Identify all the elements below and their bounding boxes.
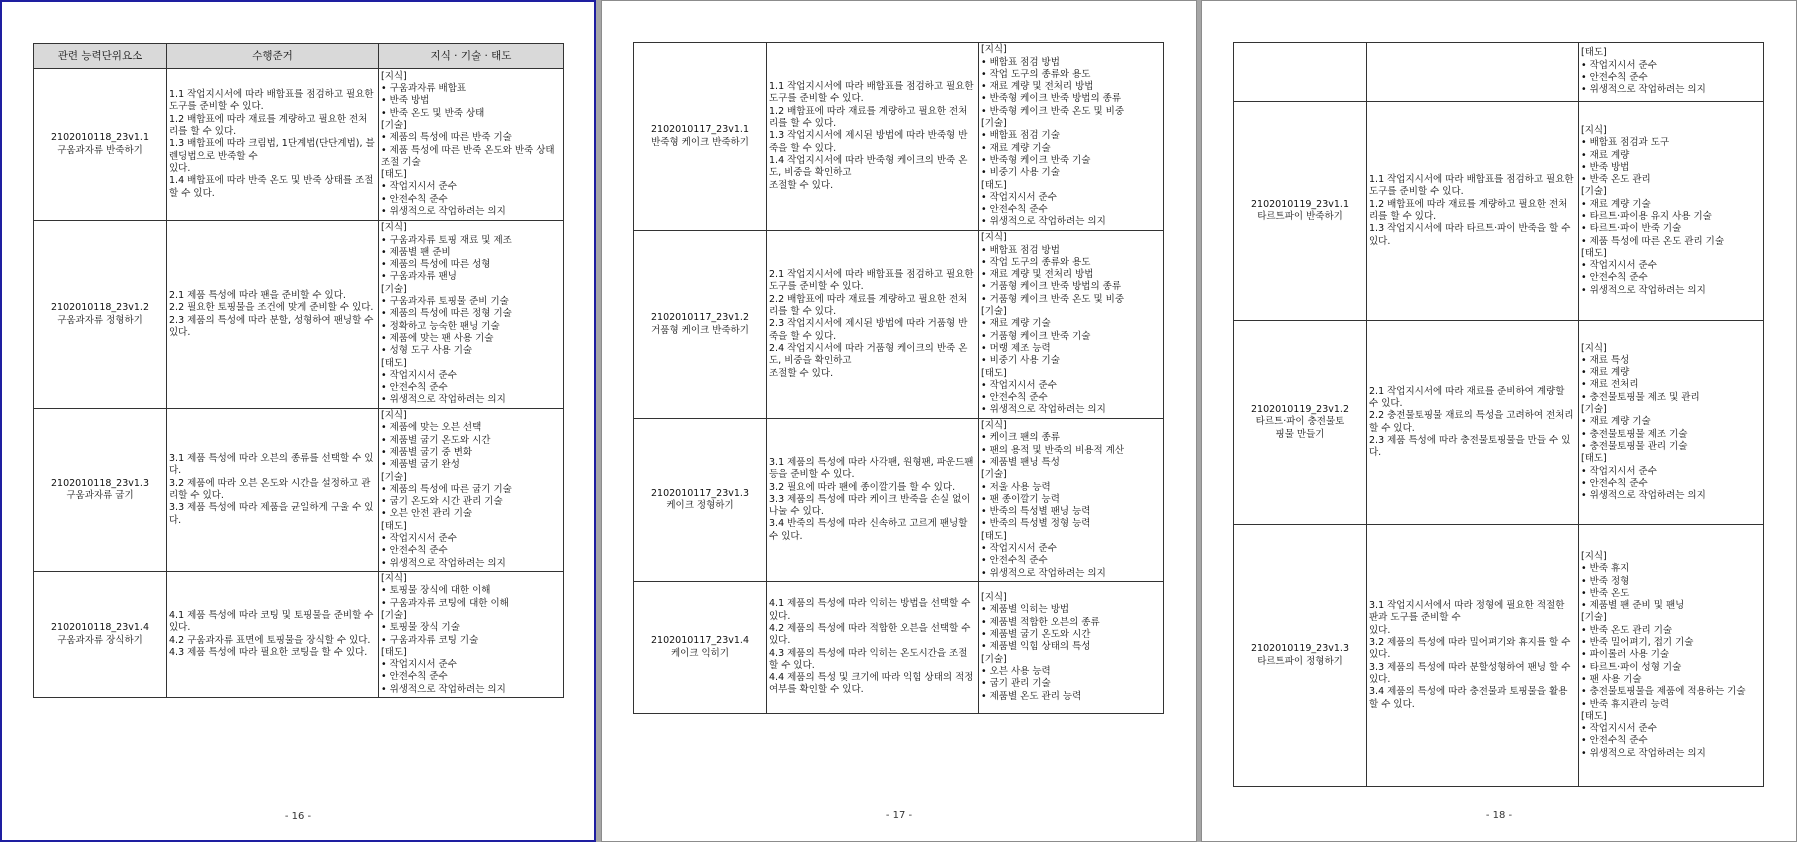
header-ksa: 지식 · 기술 · 태도	[379, 44, 564, 69]
ksa-line: [태도]	[981, 367, 1007, 379]
ksa-line: • 제품의 특성에 따른 정형 기술	[381, 308, 512, 320]
ksa-line: • 제품별 온도 관리 능력	[981, 690, 1082, 702]
ksa-line: • 구움과자류 토핑 재료 및 제조	[381, 234, 512, 246]
ksa-cell	[1579, 525, 1764, 787]
competency-unit-cell: 2102010118_23v1.1 구움과자류 반죽하기	[34, 69, 167, 221]
ksa-line: [태도]	[1581, 453, 1607, 465]
ksa-line: • 타르트·파이 반죽 기술	[1581, 223, 1682, 235]
ksa-line: • 작업지시서 준수	[381, 533, 457, 545]
ksa-line: • 반죽형 케이크 반죽 방법의 종류	[981, 93, 1122, 105]
ksa-line: [기술]	[1581, 612, 1607, 624]
competency-unit-cell: 2102010117_23v1.2 거품형 케이크 반죽하기	[634, 231, 767, 419]
performance-criteria-cell: 1.1 작업지시서에 따라 배합표를 점검하고 필요한 도구를 준비할 수 있다. 1.2 배합표에 따라 재료를 계량하고 필요한 전처리를 할 수 있다. 1.3 작업지시서에 따라 타르트·파이 반죽을 할 수 있다.	[1367, 102, 1579, 321]
table-row	[34, 221, 564, 409]
ksa-line: • 정확하고 능숙한 팬닝 기술	[381, 320, 500, 332]
ksa-line: • 오븐 안전 관리 기술	[381, 508, 473, 520]
ksa-line: • 반죽 밀어펴기, 접기 기술	[1581, 637, 1694, 649]
ksa-line: • 구움과자류 팬닝	[381, 271, 457, 283]
competency-table	[1233, 42, 1764, 787]
ksa-line: [태도]	[981, 179, 1007, 191]
ksa-line: [기술]	[381, 471, 407, 483]
ksa-line: • 거품형 케이크 반죽 방법의 종류	[981, 281, 1122, 293]
ksa-line: • 파이롤러 사용 기술	[1581, 649, 1670, 661]
ksa-line: • 거품형 케이크 반죽 기술	[981, 330, 1091, 342]
competency-unit-cell: 2102010117_23v1.3 케이크 정형하기	[634, 419, 767, 582]
ksa-line: [태도]	[381, 520, 407, 532]
ksa-line: [지식]	[1581, 342, 1607, 354]
ksa-line: • 작업지시서 준수	[1581, 260, 1657, 272]
ksa-line: • 재료 전처리	[1581, 379, 1639, 391]
ksa-cell	[979, 419, 1164, 582]
table-row	[34, 409, 564, 572]
ksa-line: • 거품형 케이크 반죽 온도 및 비중	[981, 293, 1125, 305]
ksa-line: • 제품의 특성에 따른 반죽 기술	[381, 132, 512, 144]
ksa-line: • 안전수칙 준수	[381, 193, 448, 205]
ksa-cell	[979, 231, 1164, 419]
performance-criteria-cell: 2.1 작업지시서에 따라 재료를 준비하여 계량할 수 있다. 2.2 충전물토핑물 재료의 특성을 고려하여 전처리할 수 있다. 2.3 제품 특성에 따라 충전물토핑물을 만들 수 있다.	[1367, 321, 1579, 525]
performance-criteria-cell: 2.1 작업지시서에 따라 배합표를 점검하고 필요한 도구를 준비할 수 있다. 2.2 배합표에 따라 재료를 계량하고 필요한 전처리를 할 수 있다. 2.3 작업지시서에 제시된 방법에 따라 거품형 반죽을 할 수 있다. 2.4 작업지시서에 따라 거품형 케이크의 반죽 온도, 비중을 확인하고 조절할 수 있다.	[767, 231, 979, 419]
competency-unit-cell: 2102010118_23v1.3 구움과자류 굽기	[34, 409, 167, 572]
ksa-line: • 반죽형 케이크 반죽 온도 및 비중	[981, 105, 1125, 117]
ksa-line: • 제품별 굽기 중 변화	[381, 446, 473, 458]
ksa-line: • 구움과자류 코팅 기술	[381, 634, 479, 646]
ksa-line: [기술]	[381, 119, 407, 131]
table-header-row	[34, 44, 564, 69]
ksa-line: • 안전수칙 준수	[381, 545, 448, 557]
ksa-line: • 제품 특성에 따른 온도 관리 기술	[1581, 235, 1725, 247]
ksa-line: • 충전물토핑물을 제품에 적용하는 기술	[1581, 686, 1746, 698]
ksa-line: • 위생적으로 작업하려는 의지	[1581, 84, 1706, 96]
ksa-line: [지식]	[1581, 550, 1607, 562]
ksa-line: [지식]	[381, 410, 407, 422]
page-18	[1201, 0, 1797, 842]
ksa-line: [태도]	[1581, 247, 1607, 259]
ksa-line: • 반죽의 특성별 팬닝 능력	[981, 506, 1091, 518]
ksa-line: • 안전수칙 준수	[1581, 72, 1648, 83]
ksa-line: • 반죽 온도 관리 기술	[1581, 624, 1673, 636]
page-number: - 16 -	[284, 811, 312, 822]
ksa-line: [기술]	[981, 653, 1007, 665]
ksa-line: • 반죽 온도	[1581, 587, 1630, 599]
ksa-line: [기술]	[1581, 186, 1607, 198]
ksa-line: • 작업지시서 준수	[981, 543, 1057, 555]
ksa-line: • 위생적으로 작업하려는 의지	[381, 205, 506, 217]
ksa-line: • 제품별 팬닝 특성	[981, 456, 1060, 468]
ksa-line: • 토핑물 장식에 대한 이해	[381, 585, 491, 597]
ksa-line: • 굽기 온도와 시간 관리 기술	[381, 496, 503, 508]
performance-criteria-cell: 4.1 제품의 특성에 따라 익히는 방법을 선택할 수 있다. 4.2 제품의 특성에 따라 적합한 오븐을 선택할 수 있다. 4.3 제품의 특성에 따라 익히는 온도시간을 조절할 수 있다. 4.4 제품의 특성 및 크기에 따라 익힘 상태의 적정 여부를 확인할 수 있다.	[767, 582, 979, 714]
ksa-line: [지식]	[981, 420, 1007, 432]
ksa-line: • 안전수칙 준수	[981, 204, 1048, 216]
ksa-line: • 재료 계량 기술	[1581, 416, 1651, 428]
header-unit: 관련 능력단위요소	[34, 44, 167, 69]
ksa-line: [태도]	[1581, 710, 1607, 722]
ksa-line: • 위생적으로 작업하려는 의지	[381, 394, 506, 406]
ksa-line: • 반죽형 케이크 반죽 기술	[981, 154, 1091, 166]
ksa-line: [지식]	[1581, 124, 1607, 136]
ksa-line: • 배합표 점검과 도구	[1581, 137, 1670, 149]
ksa-line: • 구움과자류 코팅에 대한 이해	[381, 597, 509, 609]
ksa-line: [기술]	[981, 306, 1007, 318]
ksa-cell	[379, 572, 564, 698]
ksa-line: • 반죽 정형	[1581, 575, 1630, 587]
ksa-cell	[379, 409, 564, 572]
competency-unit-cell: 2102010118_23v1.2 구움과자류 정형하기	[34, 221, 167, 409]
ksa-line: • 작업 도구의 종류와 용도	[981, 68, 1091, 80]
ksa-line: • 작업지시서 준수	[381, 659, 457, 671]
ksa-line: • 재료 계량	[1581, 149, 1630, 161]
ksa-line: • 작업지시서 준수	[1581, 465, 1657, 477]
ksa-line: • 안전수칙 준수	[1581, 735, 1648, 747]
ksa-line: • 위생적으로 작업하려는 의지	[981, 404, 1106, 416]
ksa-line: • 안전수칙 준수	[1581, 477, 1648, 489]
ksa-line: • 재료 계량 기술	[1581, 198, 1651, 210]
ksa-line: • 배합표 점검 방법	[981, 56, 1060, 68]
ksa-line: • 제품별 적합한 오븐의 종류	[981, 616, 1100, 628]
ksa-line: • 제품별 굽기 온도와 시간	[981, 629, 1091, 641]
table-row	[1234, 43, 1764, 102]
ksa-line: • 안전수칙 준수	[381, 671, 448, 683]
ksa-line: • 작업지시서 준수	[1581, 59, 1657, 71]
ksa-line: • 위생적으로 작업하려는 의지	[1581, 284, 1706, 296]
table-row	[34, 69, 564, 221]
competency-unit-cell: 2102010119_23v1.1 타르트파이 반죽하기	[1234, 102, 1367, 321]
ksa-line: • 반죽 온도 및 반죽 상태	[381, 107, 485, 119]
header-criteria: 수행준거	[167, 44, 379, 69]
ksa-line: [지식]	[381, 573, 407, 585]
ksa-line: • 재료 계량	[1581, 367, 1630, 379]
ksa-line: [태도]	[381, 646, 407, 658]
ksa-line: • 팬의 용적 및 반죽의 비용적 계산	[981, 444, 1125, 456]
ksa-line: • 제품별 굽기 완성	[381, 459, 460, 471]
ksa-line: [기술]	[981, 469, 1007, 481]
ksa-line: • 위생적으로 작업하려는 의지	[381, 557, 506, 569]
ksa-line: • 팬 사용 기술	[1581, 673, 1642, 685]
ksa-cell	[1579, 102, 1764, 321]
ksa-line: [태도]	[1581, 47, 1607, 59]
ksa-line: • 재료 계량 및 전처리 방법	[981, 81, 1094, 93]
ksa-line: • 작업지시서 준수	[381, 369, 457, 381]
table-row	[34, 572, 564, 698]
ksa-line: • 작업지시서 준수	[981, 191, 1057, 203]
ksa-cell	[1579, 43, 1764, 102]
page-number: - 18 -	[1485, 810, 1513, 821]
ksa-line: • 성형 도구 사용 기술	[381, 345, 473, 357]
ksa-line: • 굽기 관리 기술	[981, 678, 1051, 690]
ksa-line: • 위생적으로 작업하려는 의지	[981, 216, 1106, 228]
ksa-line: • 반죽 방법	[1581, 161, 1630, 173]
ksa-line: [지식]	[981, 44, 1007, 56]
table-row	[1234, 321, 1764, 525]
performance-criteria-cell	[1367, 43, 1579, 102]
competency-unit-cell: 2102010118_23v1.4 구움과자류 장식하기	[34, 572, 167, 698]
ksa-line: • 구움과자류 토핑물 준비 기술	[381, 296, 509, 308]
ksa-line: • 비중기 사용 기술	[981, 355, 1060, 367]
ksa-line: • 타르트·파이 성형 기술	[1581, 661, 1682, 673]
ksa-line: [태도]	[381, 357, 407, 369]
ksa-line: • 반죽 휴지관리 능력	[1581, 698, 1670, 710]
ksa-cell	[979, 582, 1164, 714]
ksa-cell	[1579, 321, 1764, 525]
ksa-line: [지식]	[381, 222, 407, 234]
ksa-line: • 제품에 맞는 팬 사용 기술	[381, 332, 494, 344]
competency-unit-cell: 2102010117_23v1.4 케이크 익히기	[634, 582, 767, 714]
ksa-line: [태도]	[381, 169, 407, 181]
ksa-line: • 케이크 팬의 종류	[981, 432, 1060, 444]
ksa-line: • 반죽 방법	[381, 95, 430, 107]
competency-table	[33, 43, 564, 698]
table-row	[634, 419, 1164, 582]
competency-unit-cell: 2102010117_23v1.1 반죽형 케이크 반죽하기	[634, 43, 767, 231]
ksa-line: [기술]	[981, 118, 1007, 130]
table-row	[1234, 525, 1764, 787]
competency-unit-cell: 2102010119_23v1.2 타르트·파이 충전물토 핑물 만들기	[1234, 321, 1367, 525]
ksa-line: • 작업 도구의 종류와 용도	[981, 256, 1091, 268]
ksa-line: [태도]	[981, 530, 1007, 542]
ksa-line: • 충전물토핑물 제조 및 관리	[1581, 391, 1700, 403]
ksa-line: • 충전물토핑물 관리 기술	[1581, 440, 1688, 452]
ksa-line: • 제품의 특성에 따른 굽기 기술	[381, 483, 512, 495]
performance-criteria-cell: 3.1 작업지시서에서 따라 정형에 필요한 적절한 판과 도구를 준비할 수 있다. 3.2 제품의 특성에 따라 밀어펴기와 휴지를 할 수 있다. 3.3 제품의 특성에 따라 분할성형하여 팬닝 할 수 있다. 3.4 제품의 특성에 따라 충전물과 토핑물을 활용할 수 있다.	[1367, 525, 1579, 787]
ksa-line: [기술]	[381, 283, 407, 295]
ksa-line: • 제품별 익히는 방법	[981, 604, 1070, 616]
ksa-line: • 제품별 팬 준비	[381, 246, 451, 258]
ksa-line: • 머랭 제조 능력	[981, 342, 1051, 354]
ksa-line: • 제품의 특성에 따른 성형	[381, 259, 491, 271]
ksa-line: • 비중기 사용 기술	[981, 167, 1060, 179]
ksa-line: • 구움과자류 배합표	[381, 83, 467, 95]
ksa-line: • 재료 계량 기술	[981, 142, 1051, 154]
page-16	[0, 0, 596, 842]
competency-table	[633, 42, 1164, 714]
ksa-line: • 재료 계량 기술	[981, 318, 1051, 330]
ksa-cell	[379, 221, 564, 409]
ksa-line: • 작업지시서 준수	[381, 181, 457, 193]
ksa-line: • 제품 특성에 따른 반죽 온도와 반죽 상태 조절 기술	[381, 144, 555, 168]
ksa-line: • 안전수칙 준수	[981, 392, 1048, 404]
ksa-line: • 안전수칙 준수	[381, 382, 448, 394]
ksa-line: • 반죽 휴지	[1581, 563, 1630, 575]
ksa-line: • 오븐 사용 능력	[981, 665, 1051, 677]
ksa-line: • 재료 특성	[1581, 354, 1630, 366]
ksa-line: • 제품에 맞는 오븐 선택	[381, 422, 482, 434]
ksa-line: [기술]	[381, 609, 407, 621]
ksa-line: • 제품별 익힘 상태의 특성	[981, 641, 1091, 653]
performance-criteria-cell: 3.1 제품 특성에 따라 오븐의 종류를 선택할 수 있다. 3.2 제품에 따라 오븐 온도와 시간을 설정하고 관리할 수 있다. 3.3 제품 특성에 따라 제품을 균일하게 구울 수 있다.	[167, 409, 379, 572]
competency-unit-cell	[1234, 43, 1367, 102]
ksa-line: • 위생적으로 작업하려는 의지	[1581, 747, 1706, 759]
ksa-line: • 위생적으로 작업하려는 의지	[1581, 490, 1706, 502]
ksa-line: • 배합표 점검 방법	[981, 244, 1060, 256]
ksa-line: • 배합표 점검 기술	[981, 130, 1060, 142]
table-row	[634, 582, 1164, 714]
ksa-line: • 재료 계량 및 전처리 방법	[981, 269, 1094, 281]
page-17	[601, 0, 1197, 842]
ksa-line: [지식]	[981, 232, 1007, 244]
table-row	[634, 231, 1164, 419]
ksa-line: • 작업지시서 준수	[981, 379, 1057, 391]
ksa-line: • 작업지시서 준수	[1581, 723, 1657, 735]
ksa-line: [기술]	[1581, 404, 1607, 416]
ksa-line: • 타르트·파이용 유지 사용 기술	[1581, 211, 1712, 222]
ksa-line: • 위생적으로 작업하려는 의지	[981, 567, 1106, 579]
performance-criteria-cell: 1.1 작업지시서에 따라 배합표를 점검하고 필요한 도구를 준비할 수 있다. 1.2 배합표에 따라 재료를 계량하고 필요한 전처리를 할 수 있다. 1.3 작업지시서에 제시된 방법에 따라 반죽형 반죽을 할 수 있다. 1.4 작업지시서에 따라 반죽형 케이크의 반죽 온도, 비중을 확인하고 조절할 수 있다.	[767, 43, 979, 231]
ksa-line: [지식]	[381, 70, 407, 82]
ksa-line: • 저울 사용 능력	[981, 481, 1051, 493]
ksa-line: • 토핑물 장식 기술	[381, 622, 460, 634]
ksa-line: • 안전수칙 준수	[981, 555, 1048, 567]
ksa-line: [지식]	[981, 592, 1007, 604]
performance-criteria-cell: 4.1 제품 특성에 따라 코팅 및 토핑물을 준비할 수 있다. 4.2 구움과자류 표면에 토핑물을 장식할 수 있다. 4.3 제품 특성에 따라 필요한 코팅을 할 수 있다.	[167, 572, 379, 698]
ksa-line: • 제품별 팬 준비 및 팬닝	[1581, 600, 1685, 612]
performance-criteria-cell: 2.1 제품 특성에 따라 팬을 준비할 수 있다. 2.2 필요한 토핑물을 조건에 맞게 준비할 수 있다. 2.3 제품의 특성에 따라 분할, 성형하여 팬닝할 수 있다.	[167, 221, 379, 409]
performance-criteria-cell: 3.1 제품의 특성에 따라 사각팬, 원형팬, 파운드팬 등을 준비할 수 있다. 3.2 필요에 따라 팬에 종이깔기를 할 수 있다. 3.3 제품의 특성에 따라 케이크 반죽을 손실 없이 나눌 수 있다. 3.4 반죽의 특성에 따라 신속하고 고르게 팬닝할 수 있다.	[767, 419, 979, 582]
ksa-cell	[379, 69, 564, 221]
performance-criteria-cell: 1.1 작업지시서에 따라 배합표를 점검하고 필요한 도구를 준비할 수 있다. 1.2 배합표에 따라 재료를 계량하고 필요한 전처리를 할 수 있다. 1.3 배합표에 따라 크림법, 1단계법(단단계법), 블렌딩법으로 반죽할 수 있다. 1.4 배합표에 따라 반죽 온도 및 반죽 상태를 조절할 수 있다.	[167, 69, 379, 221]
ksa-cell	[979, 43, 1164, 231]
ksa-line: • 반죽 온도 관리	[1581, 174, 1651, 186]
page-number: - 17 -	[885, 810, 913, 821]
ksa-line: • 안전수칙 준수	[1581, 272, 1648, 284]
table-row	[1234, 102, 1764, 321]
competency-unit-cell: 2102010119_23v1.3 타르트파이 정형하기	[1234, 525, 1367, 787]
ksa-line: • 팬 종이깔기 능력	[981, 493, 1060, 505]
ksa-line: • 위생적으로 작업하려는 의지	[381, 683, 506, 695]
table-row	[634, 43, 1164, 231]
ksa-line: • 충전물토핑물 제조 기술	[1581, 428, 1688, 440]
ksa-line: • 반죽의 특성별 정형 능력	[981, 518, 1091, 530]
ksa-line: • 제품별 굽기 온도와 시간	[381, 434, 491, 446]
